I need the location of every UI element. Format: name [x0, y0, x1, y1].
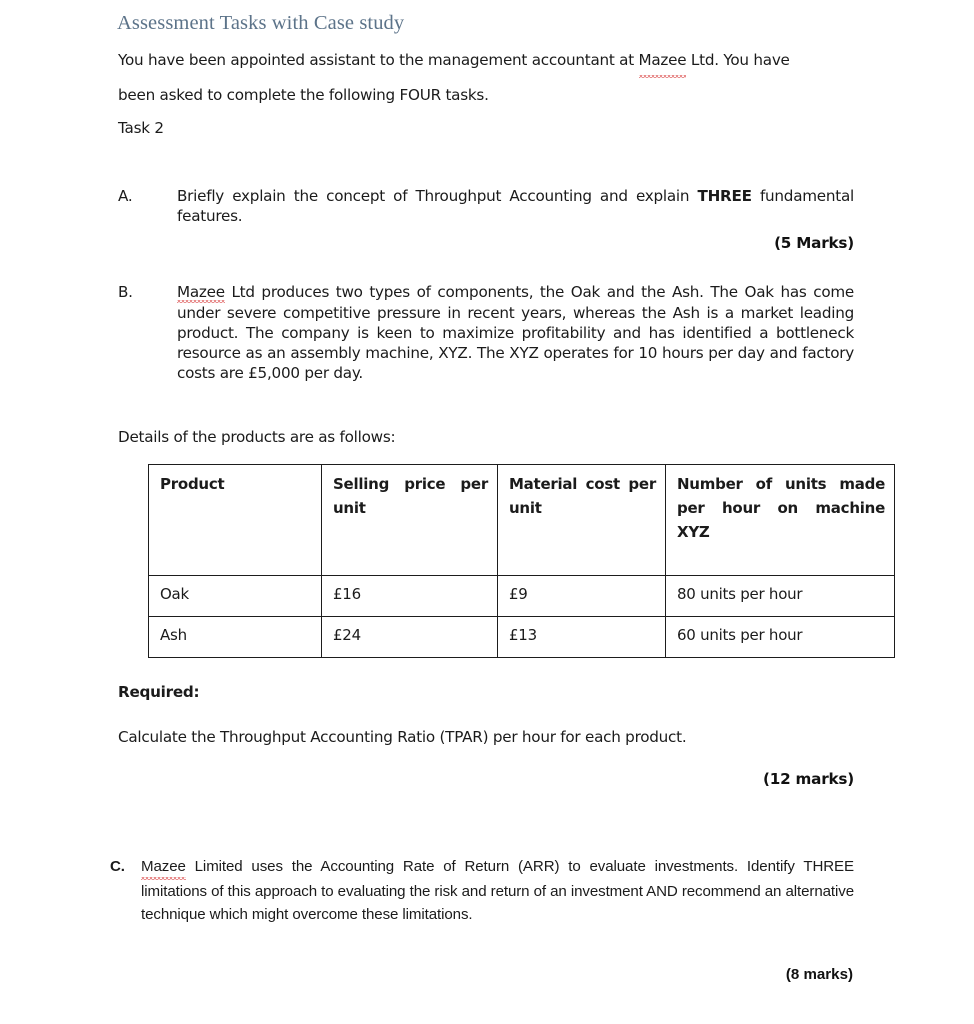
question-a-text-before: Briefly explain the concept of Throughput Accounting and explain [177, 187, 698, 205]
question-item-b [118, 282, 854, 383]
table-row [149, 576, 895, 617]
task-label: Task 2 [118, 119, 164, 137]
table-header-selling-price: Selling price per unit [322, 465, 498, 576]
details-intro-line: Details of the products are as follows: [118, 428, 396, 446]
table-header-row [149, 465, 895, 576]
cell-units-per-hour: 80 units per hour [666, 576, 895, 617]
table-row [149, 617, 895, 658]
intro-text-before: You have been appointed assistant to the management accountant at [118, 51, 639, 69]
cell-selling-price: £24 [322, 617, 498, 658]
marks-label-a: (5 Marks) [774, 234, 854, 252]
question-marker-c: C. [110, 858, 125, 875]
question-c-body: Limited uses the Accounting Rate of Return (ARR) to evaluate investments. Identify THREE limitations of this approach to evaluating the risk and return of an investment AND recommend an alternative technique which might overcome these limitations. [141, 858, 854, 924]
products-table [148, 464, 895, 658]
required-label: Required: [118, 683, 200, 701]
table-header-units-per-hour: Number of units made per hour on machine XYZ [666, 465, 895, 576]
cell-material-cost: £13 [498, 617, 666, 658]
cell-units-per-hour: 60 units per hour [666, 617, 895, 658]
spellcheck-word-mazee-intro: Mazee [639, 43, 687, 78]
marks-label-b: (12 marks) [762, 770, 854, 788]
table-header-product: Product [149, 465, 322, 576]
marks-label-c: (8 marks) [785, 966, 853, 983]
products-table-wrapper [148, 464, 885, 658]
question-marker-b: B. [118, 283, 133, 301]
cell-selling-price: £16 [322, 576, 498, 617]
intro-paragraph [118, 43, 830, 112]
cell-product: Oak [149, 576, 322, 617]
page-title: Assessment Tasks with Case study [117, 12, 405, 34]
table-header-material-cost: Material cost per unit [498, 465, 666, 576]
required-instruction: Calculate the Throughput Accounting Ratio (TPAR) per hour for each product. [118, 728, 687, 746]
question-b-body: Ltd produces two types of components, the Oak and the Ash. The Oak has come under severe competitive pressure in recent years, whereas the Ash is a market leading product. The company is keen to maximize profitability and has identified a bottleneck resource as an assembly machine, XYZ. The XYZ operates for 10 hours per day and factory costs are £5,000 per day. [177, 283, 854, 382]
question-text-b [177, 282, 854, 383]
question-text-a [177, 186, 854, 226]
spellcheck-word-mazee-b: Mazee [177, 283, 225, 301]
question-a-text-after: fundamental features. [177, 187, 854, 225]
intro-text-after: Ltd. You have been asked to complete the following FOUR tasks. [118, 51, 790, 104]
question-item-a [118, 186, 854, 226]
question-marker-a: A. [118, 187, 133, 205]
question-text-c [141, 855, 854, 927]
question-item-c [110, 855, 854, 927]
spellcheck-word-mazee-c: Mazee [141, 855, 186, 880]
cell-product: Ash [149, 617, 322, 658]
question-a-emphasis: THREE [697, 187, 752, 205]
cell-material-cost: £9 [498, 576, 666, 617]
